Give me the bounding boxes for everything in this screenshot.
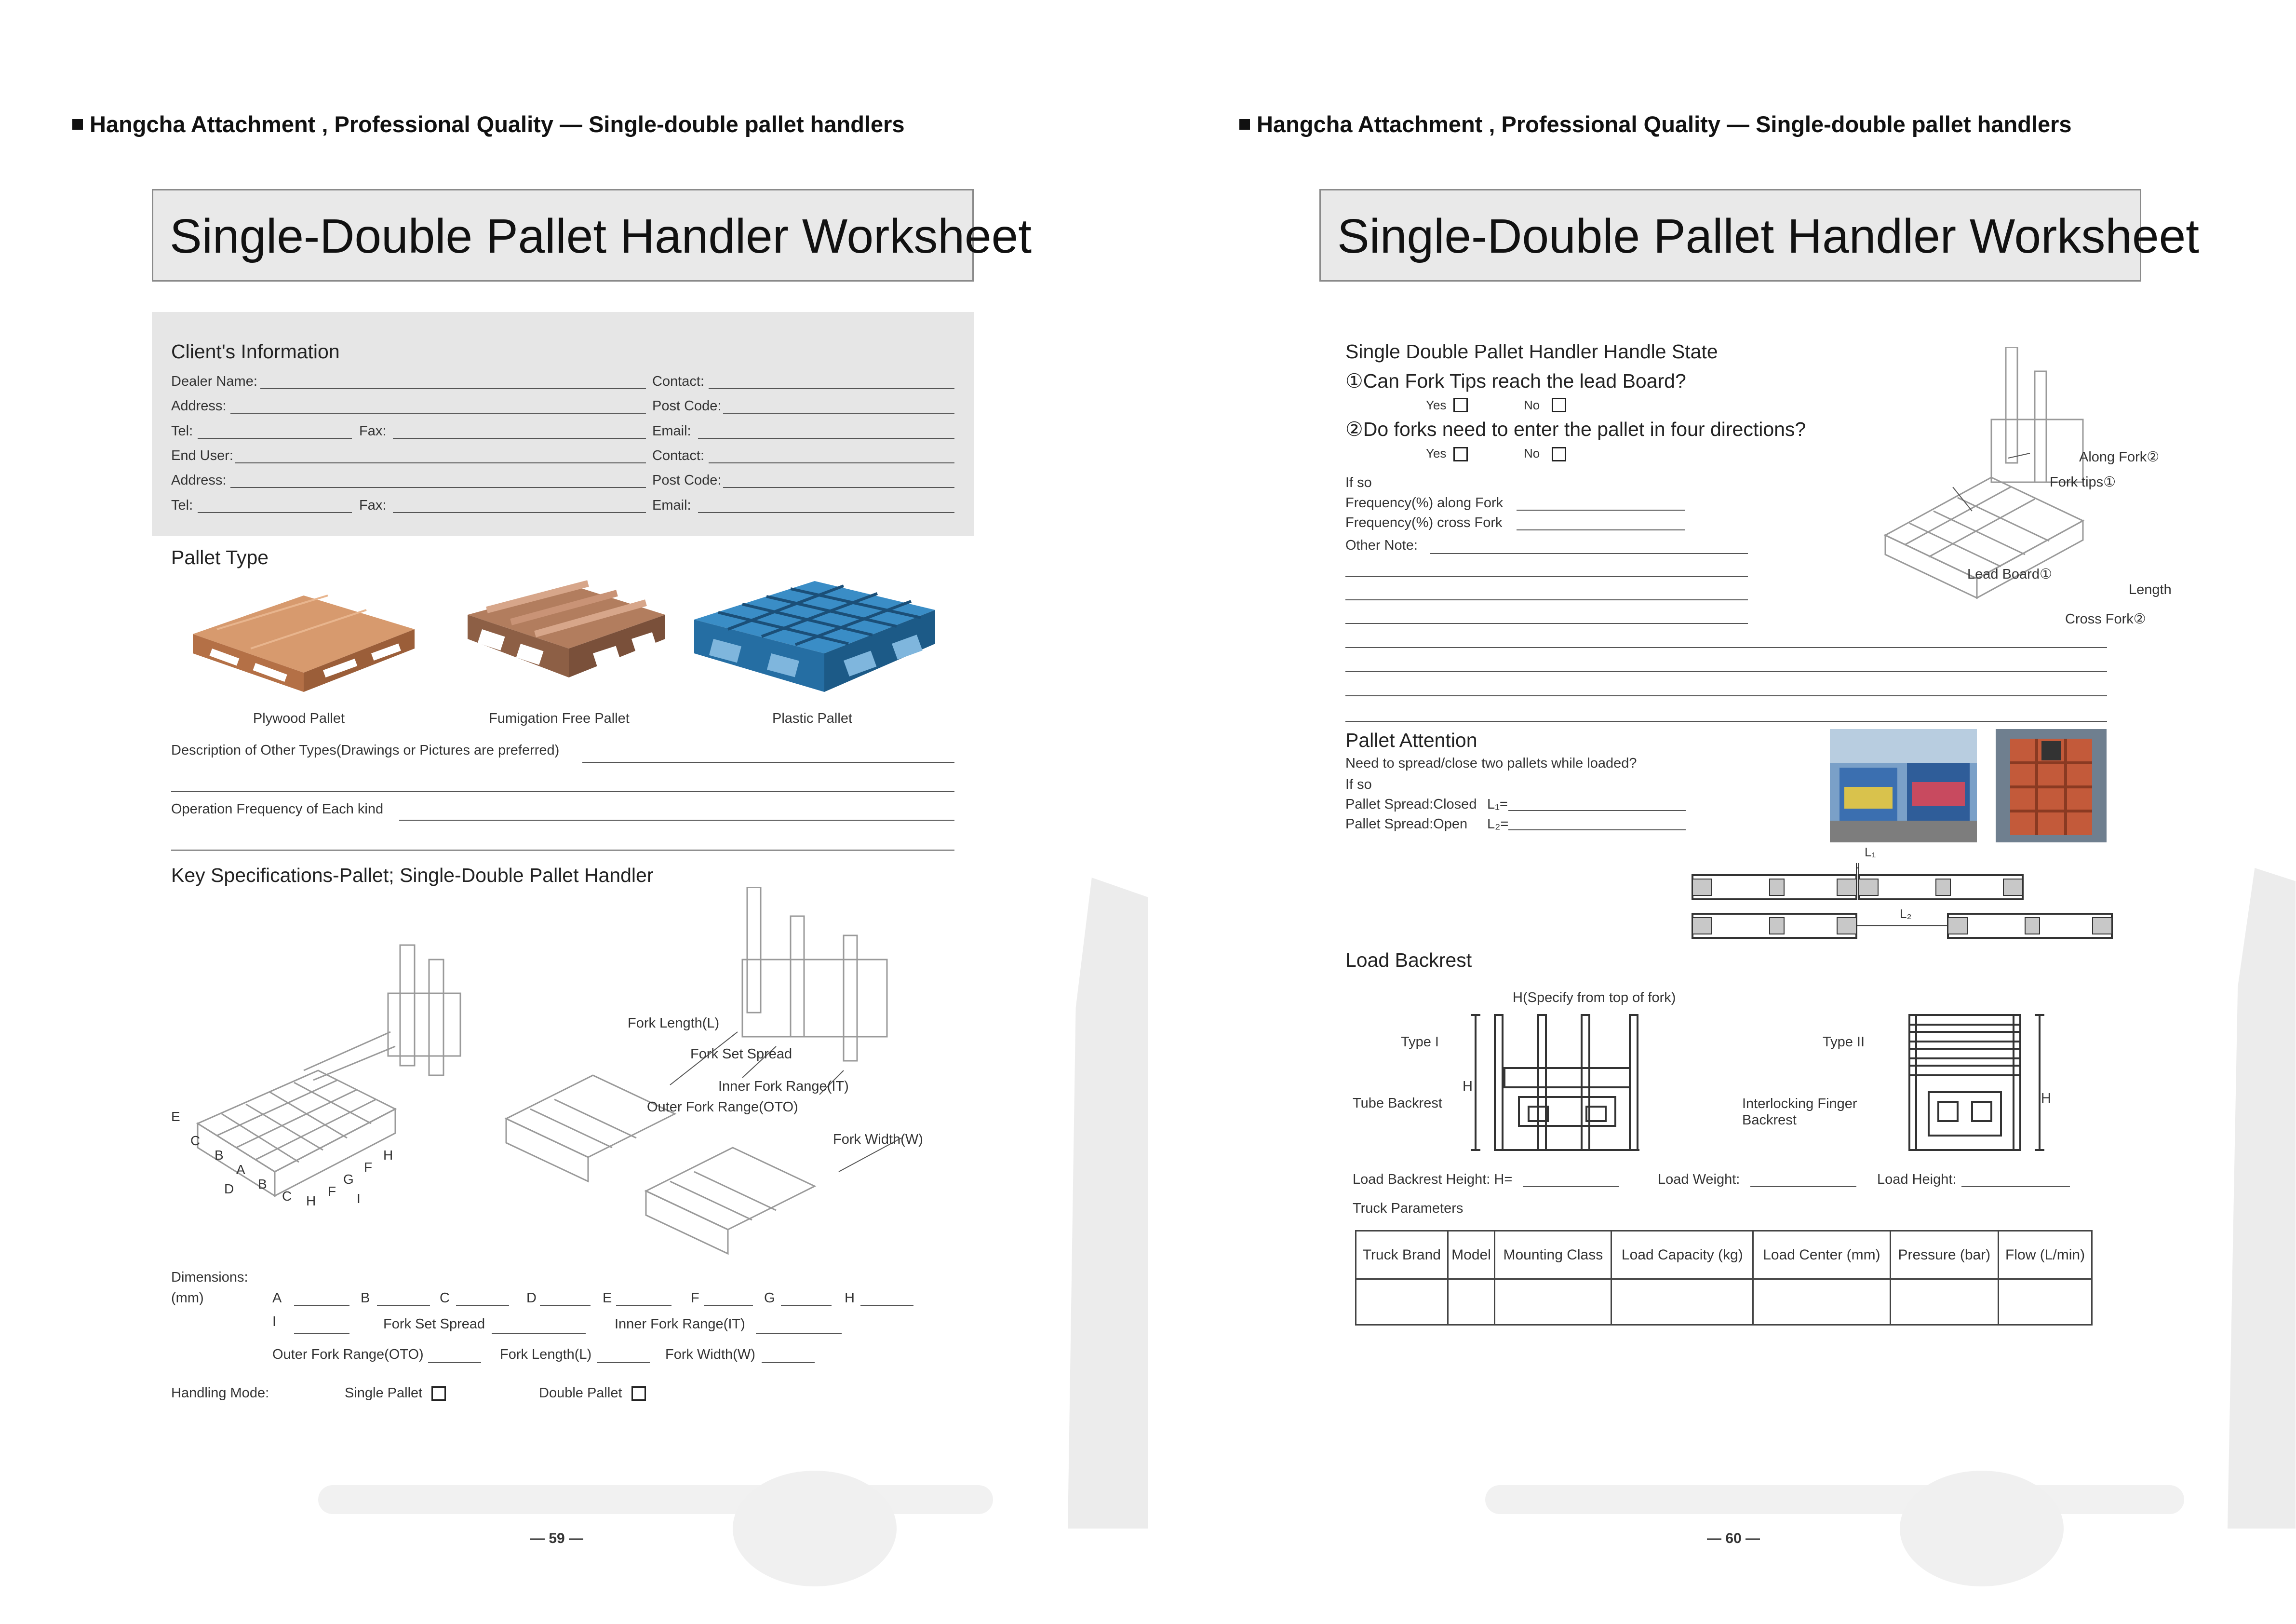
post-code2-label: Post Code: [652,473,722,488]
address-label: Address: [171,398,227,414]
bullet-square-icon [1239,119,1250,130]
single-pallet-label: Single Pallet [345,1385,423,1401]
forklift-watermark [2228,868,2296,1529]
other-types-label: Description of Other Types(Drawings or Pictures are preferred) [171,743,560,758]
dim-d-field[interactable] [540,1305,591,1306]
spread-open-field[interactable] [1508,829,1686,830]
pallet-photo-warehouse [1830,729,1977,842]
question-1: ①Can Fork Tips reach the lead Board? [1345,370,1686,392]
h-spec-label: H(Specify from top of fork) [1513,990,1676,1005]
interlocking-backrest-label: Interlocking Finger Backrest [1742,1096,1857,1128]
spec-letter-a: A [236,1162,245,1177]
attention-if-so: If so [1345,777,1372,792]
other-note-line-6[interactable] [1345,671,2107,672]
spread-closed-label: Pallet Spread:Closed [1345,797,1477,812]
fax-label: Fax: [359,423,387,439]
contact-label: Contact: [652,374,704,389]
col-model: Model [1448,1231,1495,1279]
dim-f-field[interactable] [704,1305,753,1306]
fumigation-pallet-image [463,576,670,702]
spec-letter-b2: B [258,1177,267,1191]
fork-width-label: Fork Width(W) [665,1347,755,1362]
fork-set-spread-callout: Fork Set Spread [690,1046,792,1062]
dim-f-label: F [691,1290,699,1306]
spread-schematic [1690,846,2114,945]
address2-label: Address: [171,473,227,488]
lead-board-label: Lead Board① [1967,567,2052,582]
key-specs-heading: Key Specifications-Pallet; Single-Double Pallet Handler [171,864,654,886]
spec-letter-c: C [190,1133,201,1148]
tube-backrest-label: Tube Backrest [1353,1096,1442,1111]
type-2-label: Type II [1823,1034,1865,1050]
single-pallet-checkbox[interactable] [431,1386,446,1401]
post-code-label: Post Code: [652,398,722,414]
along-fork-label: Along Fork② [2079,449,2160,465]
table-header-row [1356,1231,2092,1279]
dim-a-label: A [272,1290,282,1306]
q2-no-checkbox[interactable] [1552,447,1566,461]
email-label: Email: [652,423,691,439]
other-note-line-2[interactable] [1345,576,1748,577]
spec-letter-i: I [357,1191,361,1206]
truck-parameters-table [1355,1230,2093,1326]
header-text: Hangcha Attachment , Professional Quality — Single-double pallet handlers [90,111,905,137]
email2-field[interactable] [698,512,954,513]
end-user-field[interactable] [235,462,646,463]
q2-yes-checkbox[interactable] [1453,447,1468,461]
table-row [1356,1279,2092,1325]
col-flow: Flow (L/min) [1999,1231,2092,1279]
forklift-watermark [1068,878,1148,1529]
tube-backrest-diagram [1466,1010,1688,1155]
inner-fork-range-label: Inner Fork Range(IT) [615,1316,745,1332]
spec-letter-f: F [328,1184,336,1199]
spread-open-label: Pallet Spread:Open [1345,816,1468,832]
wheel-watermark [733,1471,897,1586]
pallet-photo-truck [1996,729,2107,842]
q2-yes-label: Yes [1426,446,1447,460]
spec-letter-h2: H [383,1148,393,1163]
inner-fork-range-field[interactable] [756,1333,842,1334]
dim-e-field[interactable] [616,1305,671,1306]
handle-state-heading: Single Double Pallet Handler Handle State [1345,340,1718,363]
fax2-label: Fax: [359,498,387,513]
spec-letter-g: G [343,1172,354,1187]
spread-closed-field[interactable] [1508,810,1686,811]
dim-g-field[interactable] [781,1305,832,1306]
fork-set-spread-label: Fork Set Spread [383,1316,485,1332]
dim-b-label: B [361,1290,370,1306]
type1-h-label: H [1463,1079,1473,1094]
other-note-line-3[interactable] [1345,599,1748,600]
outer-fork-range-callout: Outer Fork Range(OTO) [647,1099,798,1115]
dimensions-label: Dimensions: [171,1270,248,1285]
tel-field[interactable] [198,438,352,439]
col-load-center: Load Center (mm) [1753,1231,1890,1279]
spread-closed-var: L₁= [1487,797,1508,812]
col-truck-brand: Truck Brand [1356,1231,1448,1279]
plastic-pallet-label: Plastic Pallet [772,711,852,726]
fax2-field[interactable] [393,512,646,513]
email-field[interactable] [698,438,954,439]
dim-d-label: D [526,1290,537,1306]
other-note-field[interactable] [1430,553,1748,554]
spread-question: Need to spread/close two pallets while loaded? [1345,756,1637,771]
spec-letter-f2: F [364,1160,373,1175]
header-text: Hangcha Attachment , Professional Quality — Single-double pallet handlers [1257,111,2072,137]
dim-c-field[interactable] [456,1305,509,1306]
backrest-height-label: Load Backrest Height: H= [1353,1172,1513,1187]
spec-letter-d: D [224,1181,234,1196]
spread-open-var: L₂= [1487,816,1509,832]
contact2-label: Contact: [652,448,704,463]
handling-mode-label: Handling Mode: [171,1385,269,1401]
worksheet-title: Single-Double Pallet Handler Worksheet [1319,189,2141,282]
other-note-line-5[interactable] [1345,647,2107,648]
col-pressure: Pressure (bar) [1890,1231,1999,1279]
load-weight-field[interactable] [1750,1186,1856,1187]
cell-mounting-class[interactable] [1495,1279,1611,1325]
page-number: — 60 — [1707,1530,1760,1546]
fork-length-callout: Fork Length(L) [628,1015,720,1031]
operation-frequency-field[interactable] [399,820,954,821]
post-code2-field[interactable] [723,487,954,488]
l2-dimension-label: L₂ [1900,907,1912,921]
other-note-line-7[interactable] [1345,695,2107,696]
other-types-field-2[interactable] [171,791,954,792]
fax-field[interactable] [393,438,646,439]
contact-field[interactable] [709,388,954,389]
page-number: — 59 — [530,1530,584,1546]
dimensions-unit: (mm) [171,1290,204,1306]
load-height-label: Load Height: [1877,1172,1957,1187]
other-note-label: Other Note: [1345,538,1418,553]
cell-flow[interactable] [1999,1279,2092,1325]
load-backrest-heading: Load Backrest [1345,949,1472,971]
spec-letter-h: H [306,1193,316,1208]
dim-b-field[interactable] [377,1305,430,1306]
load-height-field[interactable] [1961,1186,2070,1187]
double-pallet-checkbox[interactable] [631,1386,646,1401]
tel2-field[interactable] [198,512,352,513]
l1-dimension-label: L₁ [1865,845,1876,859]
dim-g-label: G [764,1290,775,1306]
cell-load-capacity[interactable] [1611,1279,1753,1325]
dim-a-field[interactable] [294,1305,349,1306]
col-load-capacity: Load Capacity (kg) [1611,1231,1753,1279]
dim-c-label: C [440,1290,450,1306]
page-header [72,111,905,137]
other-note-line-8[interactable] [1345,721,2107,722]
page-header [1239,111,2072,137]
cell-pressure[interactable] [1890,1279,1999,1325]
freq-cross-field[interactable] [1517,529,1685,530]
dim-i-label: I [272,1314,277,1329]
cross-fork-label: Cross Fork② [2065,611,2146,627]
pallet-type-heading: Pallet Type [171,546,269,568]
fork-length-label: Fork Length(L) [500,1347,592,1362]
dealer-name-label: Dealer Name: [171,374,257,389]
question-2: ②Do forks need to enter the pallet in four directions? [1345,418,1806,440]
fork-width-field[interactable] [762,1362,815,1363]
forklift-watermark-base [1485,1485,2184,1514]
col-mounting-class: Mounting Class [1495,1231,1611,1279]
tel2-label: Tel: [171,498,193,513]
freq-along-field[interactable] [1517,510,1685,511]
dim-h-field[interactable] [860,1305,913,1306]
type2-h-label: H [2041,1091,2051,1106]
outer-fork-range-field[interactable] [428,1362,481,1363]
freq-cross-label: Frequency(%) cross Fork [1345,515,1503,530]
bullet-square-icon [72,119,83,130]
if-so-label: If so [1345,475,1372,490]
fork-length-field[interactable] [597,1362,650,1363]
q1-no-label: No [1524,398,1540,412]
fork-set-spread-field[interactable] [492,1333,586,1334]
double-pallet-label: Double Pallet [539,1385,622,1401]
dim-h-label: H [845,1290,855,1306]
cell-truck-brand[interactable] [1356,1279,1448,1325]
load-weight-label: Load Weight: [1658,1172,1740,1187]
cell-model[interactable] [1448,1279,1495,1325]
dim-i-field[interactable] [294,1333,349,1334]
cell-load-center[interactable] [1753,1279,1890,1325]
truck-parameters-heading: Truck Parameters [1353,1201,1464,1216]
fork-width-callout: Fork Width(W) [833,1132,923,1147]
fork-tips-label: Fork tips① [2050,474,2116,490]
client-info-heading: Client's Information [171,340,340,363]
post-code-field[interactable] [723,413,954,414]
plywood-pallet-label: Plywood Pallet [253,711,345,726]
wheel-watermark [1900,1471,2064,1586]
other-types-field[interactable] [582,762,954,763]
q2-no-label: No [1524,446,1540,460]
contact2-field[interactable] [709,462,954,463]
length-label: Length [2129,582,2172,597]
outer-fork-range-label: Outer Fork Range(OTO) [272,1347,424,1362]
tel-label: Tel: [171,423,193,439]
dim-e-label: E [603,1290,612,1306]
pallet-attention-heading: Pallet Attention [1345,729,1477,751]
operation-frequency-field-2[interactable] [171,850,954,851]
q1-yes-checkbox[interactable] [1453,398,1468,412]
spec-letter-c2: C [282,1189,292,1204]
page-60 [1148,0,2296,1624]
plywood-pallet-image [183,576,419,702]
inner-fork-range-callout: Inner Fork Range(IT) [718,1079,849,1094]
address2-field[interactable] [230,487,646,488]
q1-yes-label: Yes [1426,398,1447,412]
interlocking-backrest-diagram [1900,1010,2054,1155]
operation-frequency-label: Operation Frequency of Each kind [171,801,384,817]
end-user-label: End User: [171,448,233,463]
worksheet-title: Single-Double Pallet Handler Worksheet [152,189,974,282]
dealer-name-field[interactable] [260,388,646,389]
backrest-height-field[interactable] [1523,1186,1619,1187]
spec-letter-b: B [215,1148,224,1163]
fumigation-pallet-label: Fumigation Free Pallet [489,711,630,726]
q1-no-checkbox[interactable] [1552,398,1566,412]
spec-letter-e: E [171,1109,180,1124]
plastic-pallet-image [689,576,940,706]
address-field[interactable] [230,413,646,414]
freq-along-label: Frequency(%) along Fork [1345,495,1504,511]
type-1-label: Type I [1401,1034,1439,1050]
other-note-line-4[interactable] [1345,623,1748,624]
email2-label: Email: [652,498,691,513]
